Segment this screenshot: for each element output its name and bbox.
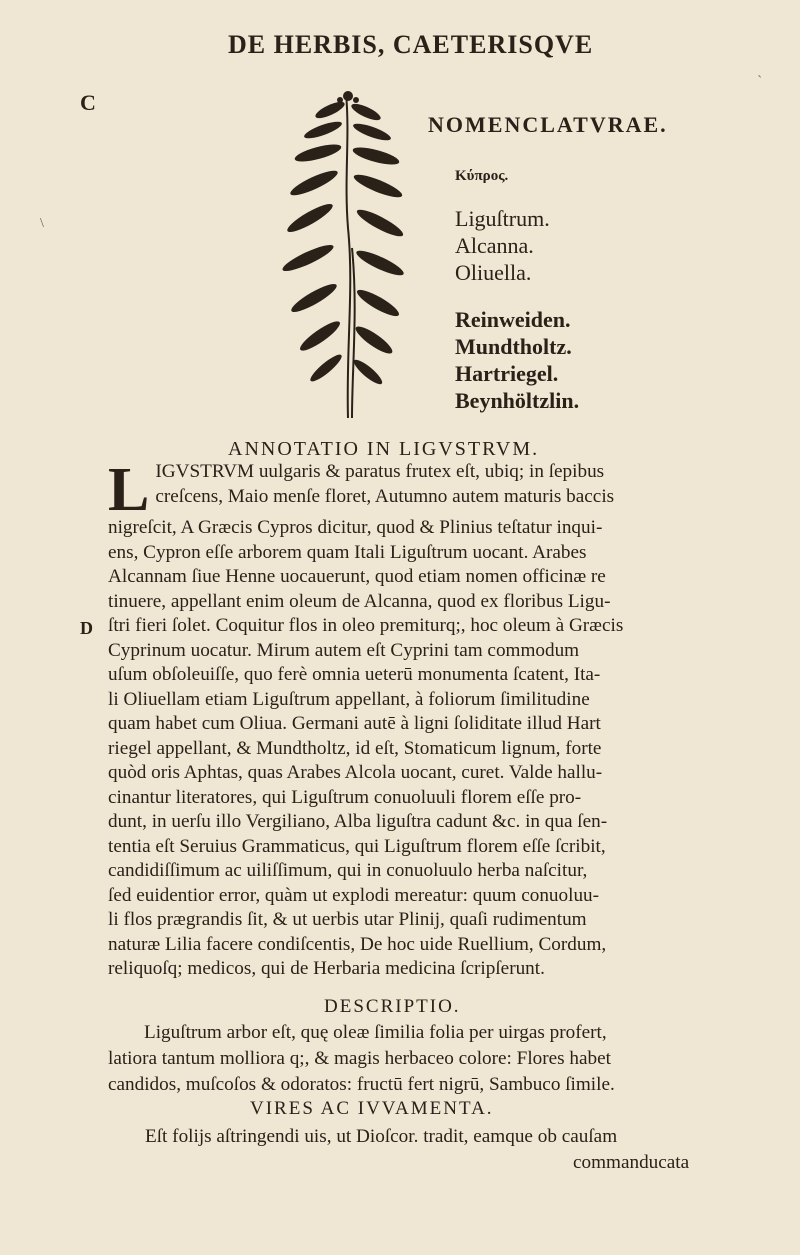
text-line: ſed euidentior error, quàm ut explodi mereatur: quum conuoluu- — [108, 884, 600, 906]
german-name: Mundtholtz. — [455, 334, 572, 359]
text-line: latiora tantum molliora q;, & magis herbaceo colore: Flores habet — [108, 1048, 611, 1069]
text-line: uſum obſoleuiſſe, quo ferè omnia ueterū monumenta ſcatent, Ita- — [108, 664, 601, 685]
annotation-body — [108, 456, 736, 982]
text-line: IGVSTRVM uulgaris & paratus frutex eſt, ubiq; in ſepibus — [155, 461, 605, 482]
text-line: cinantur literatores, qui Liguſtrum conuoluuli florem eſſe pro- — [108, 786, 582, 808]
latin-names-list — [455, 205, 550, 286]
text-line: candidos, muſcoſos & odoratos: fructū fert nigrū, Sambuco ſimile. — [108, 1074, 615, 1095]
text-line: li Oliuellam etiam Liguſtrum appellant, à foliorum ſimilitudine — [108, 688, 590, 710]
ligustrum-woodcut-illustration — [268, 88, 418, 423]
text-line: li flos prægrandis ſit, & ut uerbis utar Plinij, quaſi rudimentum — [108, 909, 587, 930]
german-name: Reinweiden. — [455, 307, 571, 332]
descriptio-body — [108, 1020, 736, 1098]
text-line: tinuere, appellant enim oleum de Alcanna, quod ex floribus Ligu- — [108, 590, 611, 612]
text-line: tentia eſt Seruius Grammaticus, qui Liguſtrum florem eſſe ſcribit, — [108, 835, 606, 857]
drop-cap: L — [108, 456, 150, 524]
german-name: Beynhöltzlin. — [455, 388, 580, 413]
margin-mark-c: C — [80, 90, 96, 115]
text-line: Liguſtrum arbor eſt, quę oleæ ſimilia folia per uirgas profert, — [144, 1022, 607, 1043]
vires-heading: VIRES AC IVVAMENTA. — [250, 1098, 494, 1119]
text-line: riegel appellant, & Mundtholtz, id eſt, Stomaticum lignum, forte — [108, 737, 602, 759]
margin-mark-d: D — [80, 618, 93, 638]
descriptio-heading: DESCRIPTIO. — [324, 996, 461, 1017]
text-line: naturæ Lilia facere condiſcentis, De hoc uide Ruellium, Cordum, — [108, 933, 607, 955]
vires-body — [145, 1124, 745, 1150]
text-line: quòd oris Aphtas, quas Arabes Alcola uocant, curet. Valde hallu- — [108, 762, 603, 783]
text-line: candidiſſimum ac uiliſſimum, qui in conuoluulo herba naſcitur, — [108, 860, 588, 881]
latin-name: Oliuella. — [455, 260, 532, 285]
text-line: quam habet cum Oliua. Germani autē à ligni ſoliditate illud Hart — [108, 713, 601, 734]
nomenclature-heading: NOMENCLATVRAE. — [428, 112, 668, 137]
text-line: dunt, in uerſu illo Vergiliano, Alba liguſtra cadunt &c. in qua ſen- — [108, 811, 608, 832]
corner-tick-mark: ` — [757, 74, 762, 89]
text-line: Cyprinum uocatur. Mirum autem eſt Cyprini tam commodum — [108, 639, 580, 661]
catchword: commanducata — [573, 1152, 690, 1173]
text-line: creſcens, Maio menſe floret, Autumno autem maturis baccis — [155, 485, 615, 507]
running-head: DE HERBIS, CAETERISQVE — [228, 30, 594, 59]
text-line: ens, Cypron eſſe arborem quam Itali Liguſtrum uocant. Arabes — [108, 541, 587, 563]
german-name: Hartriegel. — [455, 361, 559, 386]
text-line: reliquoſq; medicos, qui de Herbaria medicina ſcripſerunt. — [108, 958, 545, 979]
text-line: nigreſcit, A Græcis Cypros dicitur, quod & Plinius teſtatur inqui- — [108, 517, 603, 538]
greek-name: Κύπρος. — [455, 168, 509, 184]
latin-name: Liguſtrum. — [455, 206, 550, 231]
text-line: Alcannam ſiue Henne uocauerunt, quod etiam nomen officinæ re — [108, 566, 606, 587]
annotation-heading: ANNOTATIO IN LIGVSTRVM. — [228, 438, 540, 460]
latin-name: Alcanna. — [455, 233, 534, 258]
german-names-list — [455, 306, 579, 414]
text-line: Eſt folijs aſtringendi uis, ut Dioſcor. tradit, eamque ob cauſam — [145, 1126, 618, 1147]
text-line: ſtri fieri ſolet. Coquitur flos in oleo premiturq;, hoc oleum à Græcis — [108, 615, 624, 636]
left-tick-mark: \ — [40, 216, 44, 231]
